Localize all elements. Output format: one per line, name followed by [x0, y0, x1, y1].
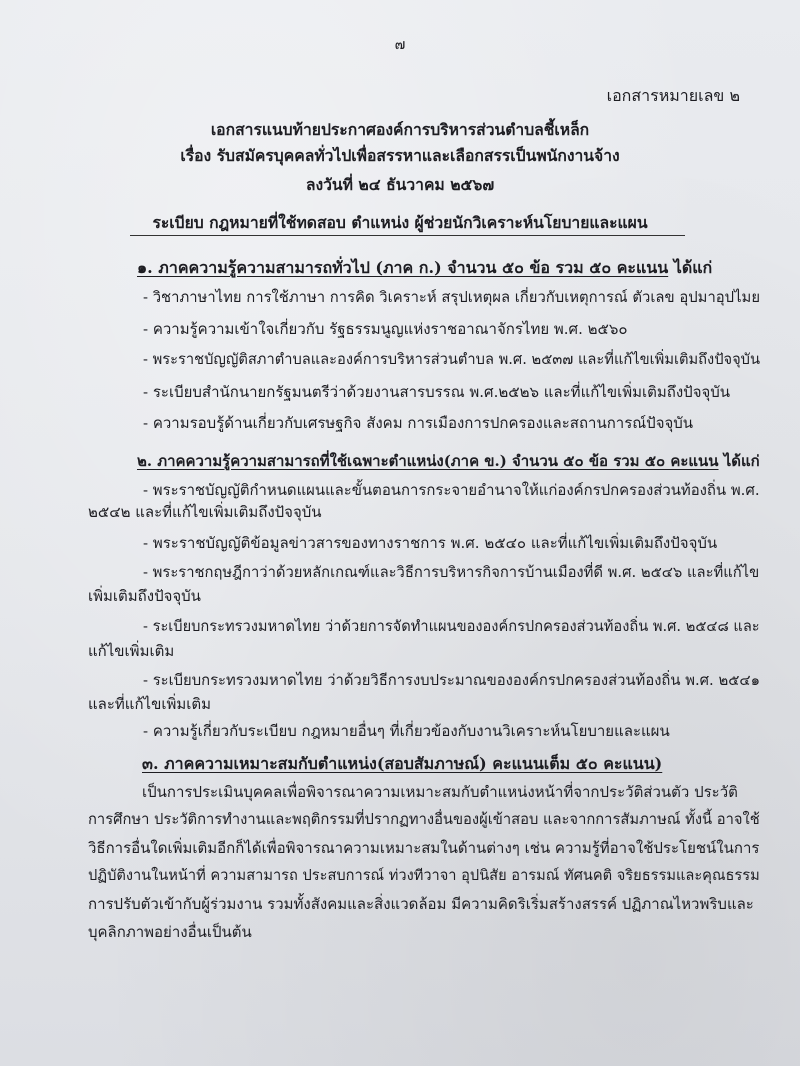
section2-line: - ระเบียบกระทรวงมหาดไทย ว่าด้วยวิธีการงบประมาณขององค์กรปกครองส่วนท้องถิ่น พ.ศ. ๒๕๔๑ — [143, 672, 761, 689]
section2-line: - ระเบียบกระทรวงมหาดไทย ว่าด้วยการจัดทำแผนขององค์กรปกครองส่วนท้องถิ่น พ.ศ. ๒๕๔๘ และ — [143, 618, 760, 635]
header-subject: เรื่อง รับสมัครบุคคลทั่วไปเพื่อสรรหาและเลือกสรรเป็นพนักงานจ้าง — [180, 146, 620, 165]
section2-line: - พระราชบัญญัติข้อมูลข่าวสารของทางราชการ พ.ศ. ๒๕๔๐ และที่แก้ไขเพิ่มเติมถึงปัจจุบัน — [143, 534, 718, 552]
section2-heading-text: ๒. ภาคความรู้ความสามารถที่ใช้เฉพาะตำแหน่ง(ภาค ข.) จำนวน ๕๐ ข้อ รวม ๕๐ คะแนน — [137, 452, 719, 470]
section3-paragraph-line: การปรับตัวเข้ากับผู้ร่วมงาน รวมทั้งสังคมและสิ่งแวดล้อม มีความคิดริเริ่มสร้างสรรค์ ปฏิภาณไหวพริบและ — [88, 895, 754, 913]
section1-item: - ความรู้ความเข้าใจเกี่ยวกับ รัฐธรรมนูญแห่งราชอาณาจักรไทย พ.ศ. ๒๕๖๐ — [143, 320, 628, 338]
section1-heading-suffix: ได้แก่ — [673, 258, 713, 277]
section3-paragraph-line: บุคลิกภาพอย่างอื่นเป็นต้น — [88, 923, 252, 941]
section2-line: และที่แก้ไขเพิ่มเติม — [88, 695, 212, 713]
header-title: เอกสารแนบท้ายประกาศองค์การบริหารส่วนตำบลชี้เหล็ก — [210, 120, 590, 139]
section2-heading — [137, 449, 760, 473]
section1-item: - ความรอบรู้ด้านเกี่ยวกับเศรษฐกิจ สังคม การเมืองการปกครองและสถานการณ์ปัจจุบัน — [143, 414, 694, 432]
section1-heading — [137, 256, 712, 281]
section3-paragraph-line: การศึกษา ประวัติการทำงานและพฤติกรรมที่ปรากฏทางอื่นของผู้เข้าสอบ และจากการสัมภาษณ์ ทั้งนี้ อาจใช้ — [88, 811, 760, 828]
section3-paragraph-line: วิธีการอื่นใดเพิ่มเติมอีกก็ได้เพื่อพิจารณาความเหมาะสมในด้านต่างๆ เช่น ความรู้ที่อาจใช้ประโยชน์ในการ — [88, 839, 760, 857]
section2-line: เพิ่มเติมถึงปัจจุบัน — [88, 587, 201, 605]
section3-paragraph-line: ปฏิบัติงานในหน้าที่ ความสามารถ ประสบการณ์ ท่วงทีวาจา อุปนิสัย อารมณ์ ทัศนคติ จริยธรรมและคุณธรรม — [88, 867, 760, 884]
section1-item: - ระเบียบสำนักนายกรัฐมนตรีว่าด้วยงานสารบรรณ พ.ศ.๒๕๒๖ และที่แก้ไขเพิ่มเติมถึงปัจจุบัน — [143, 383, 731, 401]
section1-heading-text: ๑. ภาคความรู้ความสามารถทั่วไป (ภาค ก.) จำนวน ๕๐ ข้อ รวม ๕๐ คะแนน — [137, 258, 669, 277]
section2-line: - พระราชบัญญัติกำหนดแผนและขั้นตอนการกระจายอำนาจให้แก่องค์กรปกครองส่วนท้องถิ่น พ.ศ. — [143, 481, 760, 499]
header-date: ลงวันที่ ๒๔ ธันวาคม ๒๕๖๗ — [305, 175, 495, 194]
header-divider — [130, 235, 685, 236]
document-number: เอกสารหมายเลข ๒ — [606, 86, 740, 105]
section3-heading-text: ๓. ภาคความเหมาะสมกับตำแหน่ง(สอบสัมภาษณ์) คะแนนเต็ม ๕๐ คะแนน) — [142, 754, 663, 773]
section2-line: - ความรู้เกี่ยวกับระเบียบ กฎหมายอื่นๆ ที่เกี่ยวข้องกับงานวิเคราะห์นโยบายและแผน — [143, 722, 670, 740]
section2-line: - พระราชกฤษฎีกาว่าด้วยหลักเกณฑ์และวิธีการบริหารกิจการบ้านเมืองที่ดี พ.ศ. ๒๕๔๖ และที่แก้ไข — [143, 564, 760, 581]
page-number: ๗ — [394, 37, 406, 53]
section1-item: - วิชาภาษาไทย การใช้ภาษา การคิด วิเคราะห์ สรุปเหตุผล เกี่ยวกับเหตุการณ์ ตัวเลข อุปมาอุปไมย — [143, 289, 761, 306]
section3-paragraph-line: เป็นการประเมินบุคคลเพื่อพิจารณาความเหมาะสมกับตำแหน่งหน้าที่จากประวัติส่วนตัว ประวัติ — [142, 783, 738, 801]
section1-item: - พระราชบัญญัติสภาตำบลและองค์การบริหารส่วนตำบล พ.ศ. ๒๕๓๗ และที่แก้ไขเพิ่มเติมถึงปัจจุบัน — [143, 351, 761, 368]
header-position: ระเบียบ กฎหมายที่ใช้ทดสอบ ตำแหน่ง ผู้ช่วยนักวิเคราะห์นโยบายและแผน — [152, 213, 648, 232]
section2-line: ๒๕๔๒ และที่แก้ไขเพิ่มเติมถึงปัจจุบัน — [88, 503, 322, 521]
section2-heading-suffix: ได้แก่ — [723, 452, 760, 470]
section3-heading — [142, 752, 662, 777]
section2-line: แก้ไขเพิ่มเติม — [88, 642, 175, 660]
